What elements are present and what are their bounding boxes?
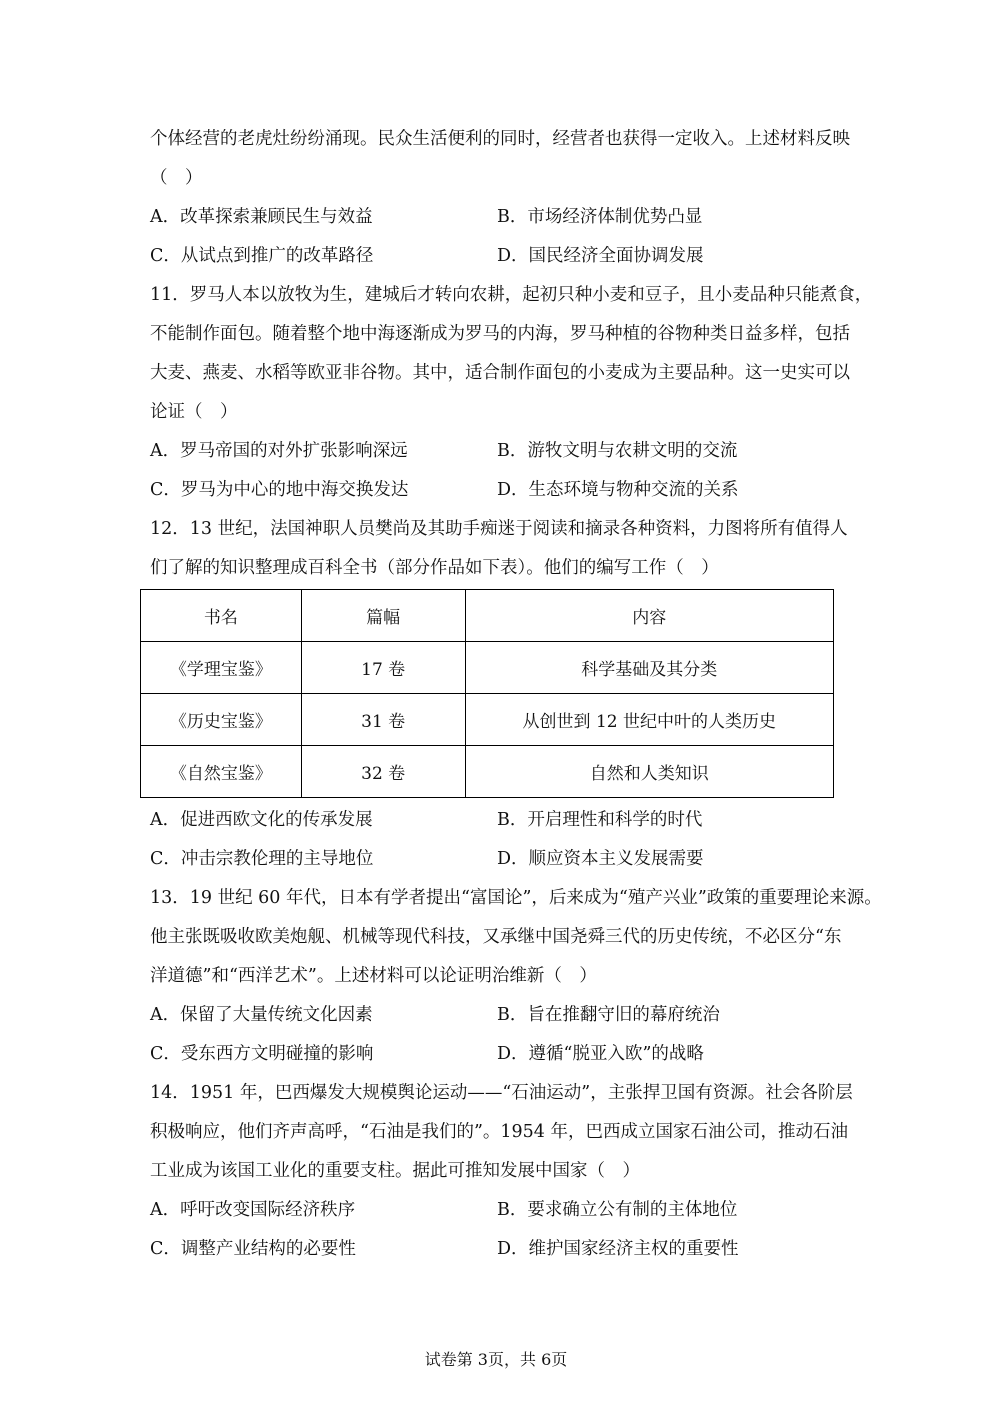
- q11-option-c[interactable]: C．罗马为中心的地中海交换发达: [150, 480, 409, 500]
- q13-option-a[interactable]: A．保留了大量传统文化因素: [150, 1005, 373, 1025]
- q13-option-b[interactable]: B．旨在推翻守旧的幕府统治: [497, 1005, 720, 1025]
- table-cell: 从创世到 12 世纪中叶的人类历史: [465, 694, 833, 746]
- q10-option-a[interactable]: A．改革探索兼顾民生与效益: [150, 207, 373, 227]
- q13-option-d[interactable]: D．遵循“脱亚入欧”的战略: [497, 1044, 704, 1064]
- q11-stem-line-1: 11．罗马人本以放牧为生，建城后才转向农耕，起初只种小麦和豆子，且小麦品种只能煮食，: [150, 285, 873, 305]
- table-cell: 《自然宝鉴》: [141, 746, 302, 798]
- q12-stem-line-2: 们了解的知识整理成百科全书（部分作品如下表）。他们的编写工作（ ）: [150, 558, 719, 578]
- table-row: [141, 642, 834, 694]
- q14-option-d[interactable]: D．维护国家经济主权的重要性: [497, 1239, 739, 1259]
- table-cell: 自然和人类知识: [465, 746, 833, 798]
- q12-option-a[interactable]: A．促进西欧文化的传承发展: [150, 810, 373, 830]
- q14-stem-line-3: 工业成为该国工业化的重要支柱。据此可推知发展中国家（ ）: [150, 1161, 640, 1181]
- table-header-cell: 篇幅: [301, 590, 465, 642]
- q11-option-a[interactable]: A．罗马帝国的对外扩张影响深远: [150, 441, 408, 461]
- q11-stem-line-3: 大麦、燕麦、水稻等欧亚非谷物。其中，适合制作面包的小麦成为主要品种。这一史实可以: [150, 363, 850, 383]
- table-row: [141, 694, 834, 746]
- q14-option-b[interactable]: B．要求确立公有制的主体地位: [497, 1200, 738, 1220]
- table-header-cell: 内容: [465, 590, 833, 642]
- q12-stem-line-1: 12．13 世纪，法国神职人员樊尚及其助手痴迷于阅读和摘录各种资料，力图将所有值得人: [150, 519, 848, 539]
- table-cell: 31 卷: [301, 694, 465, 746]
- page-footer: 试卷第 3页，共 6页: [424, 1350, 568, 1369]
- q11-stem-line-4: 论证（ ）: [150, 402, 238, 422]
- encyclopedia-table: [140, 589, 834, 798]
- table-row: [141, 746, 834, 798]
- q13-stem-line-1: 13．19 世纪 60 年代，日本有学者提出“富国论”，后来成为“殖产兴业”政策的重要理论来源。: [150, 888, 882, 908]
- table-header-row: [141, 590, 834, 642]
- q12-option-c[interactable]: C．冲击宗教伦理的主导地位: [150, 849, 374, 869]
- q12-option-b[interactable]: B．开启理性和科学的时代: [497, 810, 703, 830]
- q14-stem-line-2: 积极响应，他们齐声高呼，“石油是我们的”。1954 年，巴西成立国家石油公司，推动石油: [150, 1122, 848, 1142]
- q14-option-c[interactable]: C．调整产业结构的必要性: [150, 1239, 356, 1259]
- q10-option-c[interactable]: C．从试点到推广的改革路径: [150, 246, 374, 266]
- table-cell: 17 卷: [301, 642, 465, 694]
- q10-option-b[interactable]: B．市场经济体制优势凸显: [497, 207, 703, 227]
- q10-option-d[interactable]: D．国民经济全面协调发展: [497, 246, 704, 266]
- table-cell: 《历史宝鉴》: [141, 694, 302, 746]
- q10-stem-line-2: （ ）: [150, 168, 203, 188]
- q11-option-d[interactable]: D．生态环境与物种交流的关系: [497, 480, 739, 500]
- table-cell: 《学理宝鉴》: [141, 642, 302, 694]
- q11-stem-line-2: 不能制作面包。随着整个地中海逐渐成为罗马的内海，罗马种植的谷物种类日益多样，包括: [150, 324, 850, 344]
- q13-stem-line-2: 他主张既吸收欧美炮舰、机械等现代科技，又承继中国尧舜三代的历史传统，不必区分“东: [150, 927, 842, 947]
- q13-option-c[interactable]: C．受东西方文明碰撞的影响: [150, 1044, 374, 1064]
- q10-stem-line-1: 个体经营的老虎灶纷纷涌现。民众生活便利的同时，经营者也获得一定收入。上述材料反映: [150, 129, 850, 149]
- table-cell: 32 卷: [301, 746, 465, 798]
- q11-option-b[interactable]: B．游牧文明与农耕文明的交流: [497, 441, 738, 461]
- q12-option-d[interactable]: D．顺应资本主义发展需要: [497, 849, 704, 869]
- q14-stem-line-1: 14．1951 年，巴西爆发大规模舆论运动——“石油运动”，主张捍卫国有资源。社会各阶层: [150, 1083, 853, 1103]
- table-header-cell: 书名: [141, 590, 302, 642]
- q13-stem-line-3: 洋道德”和“西洋艺术”。上述材料可以论证明治维新（ ）: [150, 966, 597, 986]
- q14-option-a[interactable]: A．呼吁改变国际经济秩序: [150, 1200, 356, 1220]
- table-cell: 科学基础及其分类: [465, 642, 833, 694]
